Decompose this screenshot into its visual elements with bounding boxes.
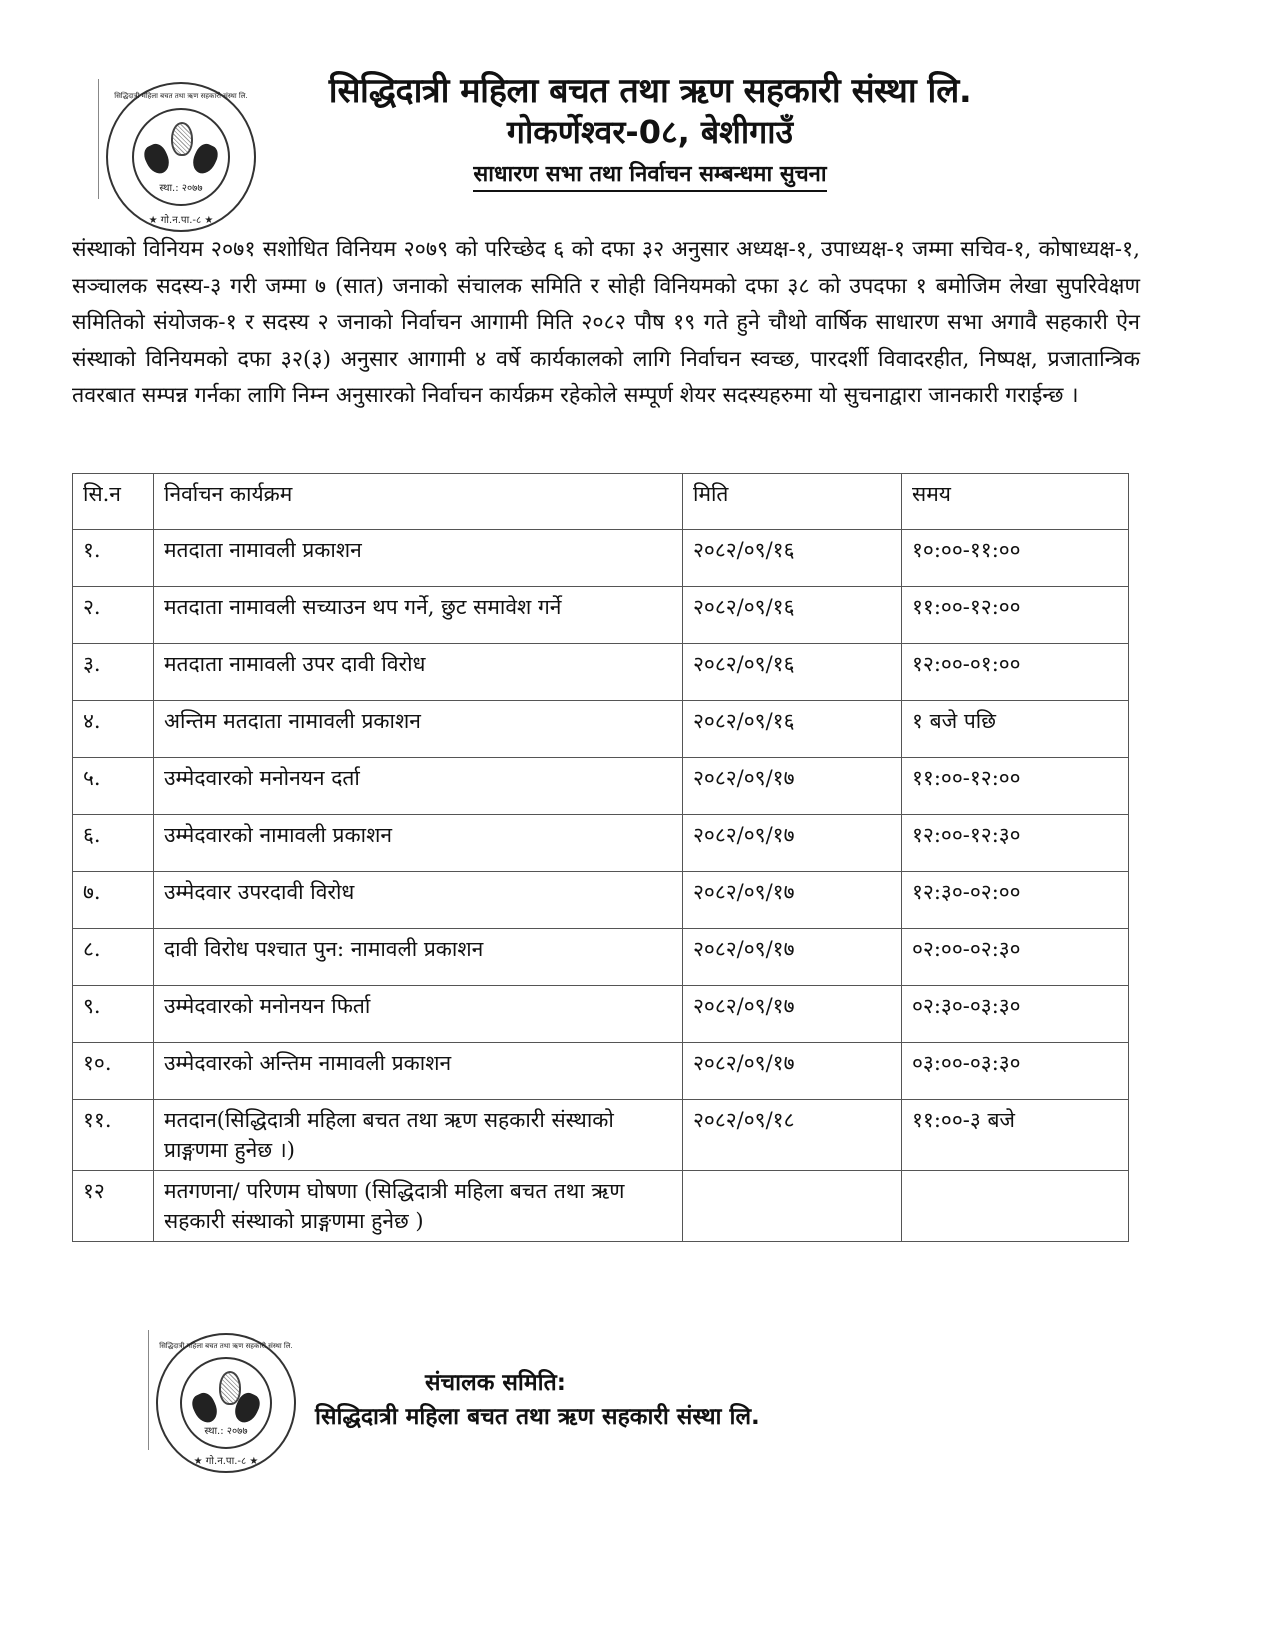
time-cell: ११:००-१२:०० [902,758,1129,815]
table-row [73,815,1129,872]
program-cell: उम्मेदवारको मनोनयन दर्ता [154,758,683,815]
letterhead [270,70,1030,192]
date-cell: २०८२/०९/१७ [683,1043,902,1100]
seal-bottom-text: ★ गो.न.पा.-८ ★ [148,215,214,226]
goddess-emblem-icon [171,122,193,156]
time-cell: ११:००-१२:०० [902,587,1129,644]
date-cell: २०८२/०९/१७ [683,815,902,872]
time-cell: १२:००-१२:३० [902,815,1129,872]
date-cell: २०८२/०९/१८ [683,1100,902,1171]
serial-cell: ५. [73,758,154,815]
right-hand-icon [189,141,222,177]
column-header-program: निर्वाचन कार्यक्रम [154,474,683,530]
table-row [73,1171,1129,1242]
column-header-serial: सि.न [73,474,154,530]
serial-cell: १०. [73,1043,154,1100]
serial-cell: ७. [73,872,154,929]
time-cell: ०३:००-०३:३० [902,1043,1129,1100]
date-cell [683,1171,902,1242]
program-cell: मतदाता नामावली उपर दावी विरोध [154,644,683,701]
table-row [73,758,1129,815]
table-row [73,530,1129,587]
program-cell: मतदान(सिद्धिदात्री महिला बचत तथा ऋण सहकारी संस्थाको प्राङ्गणमा हुनेछ ।) [154,1100,683,1171]
date-cell: २०८२/०९/१६ [683,530,902,587]
serial-cell: १. [73,530,154,587]
time-cell: १२:००-०१:०० [902,644,1129,701]
notice-body-paragraph: संस्थाको विनियम २०७१ सशोधित विनियम २०७९ को परिच्छेद ६ को दफा ३२ अनुसार अध्यक्ष-१, उपाध्यक्ष-१ जम्मा सचिव-१, कोषाध्यक्ष-१, सञ्चालक सदस्य-३ गरी जम्मा ७ (सात) जनाको संचालक समिति र सोही विनियमको दफा ३८ को उपदफा १ बमोजिम लेखा सुपरिवेक्षण समितिको संयोजक-१ र सदस्य २ जनाको निर्वाचन आगामी मिति २०८२ पौष १९ गते हुने चौथो वार्षिक साधारण सभा अगावै सहकारी ऐन संस्थाको विनियमको दफा ३२(३) अनुसार आगामी ४ वर्षे कार्यकालको लागि निर्वाचन स्वच्छ, पारदर्शी विवादरहीत, निष्पक्ष, प्रजातान्त्रिक तवरबात सम्पन्न गर्नका लागि निम्न अनुसारको निर्वाचन कार्यक्रम रहेकोले सम्पूर्ण शेयर सदस्यहरुमा यो सुचनाद्वारा जानकारी गराईन्छ । [72,237,1140,408]
program-cell: उम्मेदवारको अन्तिम नामावली प्रकाशन [154,1043,683,1100]
table-row [73,587,1129,644]
time-cell: १ बजे पछि [902,701,1129,758]
organization-name: सिद्धिदात्री महिला बचत तथा ऋण सहकारी संस्था लि. [328,71,972,111]
date-cell: २०८२/०९/१६ [683,587,902,644]
program-cell: मतगणना/ परिणम घोषणा (सिद्धिदात्री महिला बचत तथा ऋण सहकारी संस्थाको प्राङ्गणमा हुनेछ ) [154,1171,683,1242]
table-row [73,644,1129,701]
organization-seal-bottom [156,1333,296,1473]
date-cell: २०८२/०९/१६ [683,644,902,701]
seal-ring-text: सिद्धिदात्री महिला बचत तथा ऋण सहकारी संस्था लि. [159,1342,293,1350]
seal-edge-line [148,1330,149,1450]
seal-edge-line [98,79,99,199]
seal-inner-circle [132,108,230,206]
left-hand-icon [189,1390,222,1426]
table-row [73,1043,1129,1100]
signature-block [315,1366,760,1434]
date-cell: २०८२/०९/१७ [683,872,902,929]
serial-cell: १२ [73,1171,154,1242]
seal-bottom-text: ★ गो.न.पा.-८ ★ [193,1456,259,1467]
serial-cell: ४. [73,701,154,758]
table-row [73,701,1129,758]
table-header-row [73,474,1129,530]
program-cell: अन्तिम मतदाता नामावली प्रकाशन [154,701,683,758]
time-cell: १२:३०-०२:०० [902,872,1129,929]
date-cell: २०८२/०९/१७ [683,986,902,1043]
serial-cell: ९. [73,986,154,1043]
program-cell: उम्मेदवारको मनोनयन फिर्ता [154,986,683,1043]
program-cell: मतदाता नामावली प्रकाशन [154,530,683,587]
time-cell [902,1171,1129,1242]
seal-inner-circle [180,1357,272,1449]
time-cell: ०२:३०-०३:३० [902,986,1129,1043]
table-row [73,1100,1129,1171]
serial-cell: २. [73,587,154,644]
serial-cell: ८. [73,929,154,986]
organization-address: गोकर्णेश्वर-0८, बेशीगाउँ [506,113,794,151]
table-row [73,929,1129,986]
table-row [73,872,1129,929]
program-cell: दावी विरोध पश्चात पुन: नामावली प्रकाशन [154,929,683,986]
notice-title: साधारण सभा तथा निर्वाचन सम्बन्धमा सुचना [473,158,826,192]
date-cell: २०८२/०९/१६ [683,701,902,758]
program-cell: उम्मेदवार उपरदावी विरोध [154,872,683,929]
date-cell: २०८२/०९/१७ [683,758,902,815]
column-header-time: समय [902,474,1129,530]
seal-established-text: स्था.: २०७७ [159,183,203,194]
time-cell: ११:००-३ बजे [902,1100,1129,1171]
organization-seal-top [106,82,256,232]
serial-cell: ६. [73,815,154,872]
program-cell: उम्मेदवारको नामावली प्रकाशन [154,815,683,872]
left-hand-icon [141,141,174,177]
seal-ring-text: सिद्धिदात्री महिला बचत तथा ऋण सहकारी संस्था लि. [114,92,248,100]
column-header-date: मिति [683,474,902,530]
serial-cell: ३. [73,644,154,701]
election-schedule-table [72,473,1129,1242]
time-cell: १०:००-११:०० [902,530,1129,587]
serial-cell: ११. [73,1100,154,1171]
committee-label: संचालक समिति: [425,1370,566,1396]
footer-organization-name: सिद्धिदात्री महिला बचत तथा ऋण सहकारी संस्था लि. [315,1404,760,1430]
program-cell: मतदाता नामावली सच्याउन थप गर्ने, छुट समावेश गर्ने [154,587,683,644]
date-cell: २०८२/०९/१७ [683,929,902,986]
time-cell: ०२:००-०२:३० [902,929,1129,986]
table-row [73,986,1129,1043]
seal-established-text: स्था.: २०७७ [204,1426,248,1437]
